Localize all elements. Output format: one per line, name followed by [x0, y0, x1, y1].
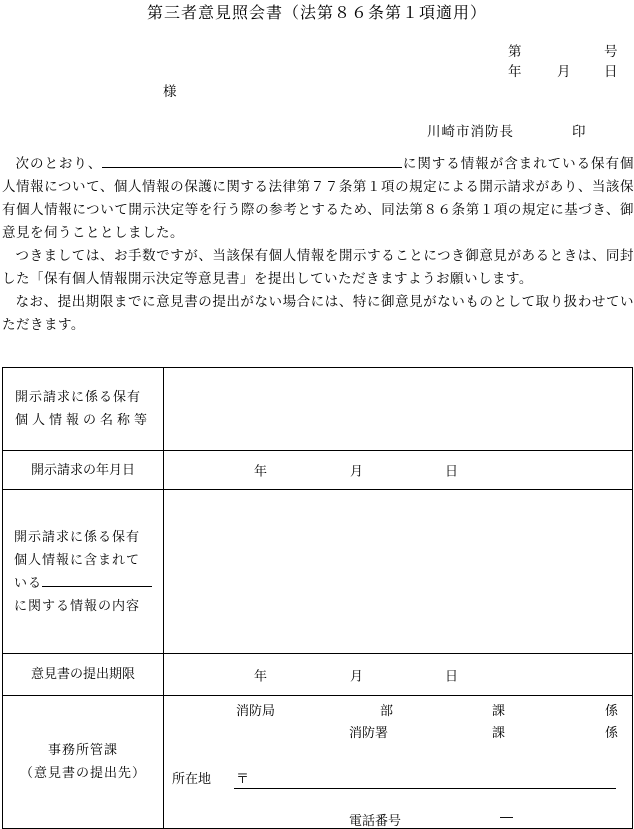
number-suffix: 号 [604, 44, 618, 60]
body-paragraph-3: なお、提出期限までに意見書の提出がない場合には、特に御意見がないものとして取り扱わせていただきます。 [2, 294, 634, 333]
header-month: 月 [557, 64, 571, 80]
unit-label-1: 係 [605, 704, 619, 719]
department-label: 部 [380, 704, 394, 719]
number-prefix: 第 [508, 44, 522, 60]
section-label-1: 課 [492, 704, 506, 719]
label-info-name-line2: 個人情報の名称等 [14, 413, 151, 428]
value-info-name [164, 368, 633, 451]
body-paragraph-1 [2, 153, 634, 245]
label-info-content-line2: 個人情報に含まれて [13, 552, 140, 568]
unit-label-2: 係 [605, 726, 619, 741]
phone-label: 電話番号 [349, 814, 402, 829]
label-office-line1: 事務所管課 [47, 743, 118, 758]
label-info-content-text [14, 526, 152, 618]
request-date-day: 日 [445, 464, 459, 480]
value-info-content [164, 490, 633, 654]
label-office [3, 696, 164, 829]
value-deadline [164, 654, 633, 696]
recipient-suffix: 様 [163, 84, 177, 100]
section-label-2: 課 [492, 726, 506, 741]
address-label: 所在地 [172, 772, 212, 787]
fire-station-label: 消防署 [349, 726, 389, 741]
p1-rest: に関する情報が含まれている保有個人情報について、個人情報の保護に関する法律第７７条第１項の規定による開示請求があり、当該保有個人情報について開示決定等を行う際の参考とするため、同法第８６条第１項の規定に基づき、御意見を伺うこととしました。 [2, 156, 634, 241]
label-info-name-text [15, 386, 151, 432]
row-request-date [3, 451, 633, 490]
label-info-content-line3: いる [14, 576, 152, 591]
address-line [234, 787, 616, 789]
seal-mark: 印 [572, 124, 586, 140]
label-info-content [3, 490, 164, 654]
row-info-content [3, 490, 633, 654]
label-info-content-line4: に関する情報の内容 [13, 598, 140, 614]
label-info-name-line1: 開示請求に係る保有 [14, 390, 141, 405]
label-request-date: 開示請求の年月日 [3, 451, 164, 490]
row-office [3, 696, 633, 829]
deadline-year: 年 [254, 669, 268, 684]
label-info-name [3, 368, 164, 451]
row-info-name [3, 368, 633, 451]
fire-bureau-label: 消防局 [236, 704, 276, 719]
request-date-month: 月 [350, 464, 364, 480]
p1-start: 次のとおり、 [15, 156, 103, 172]
document-title: 第三者意見照会書（法第８６条第１項適用） [146, 3, 487, 22]
label-info-content-line1: 開示請求に係る保有 [13, 529, 140, 545]
deadline-day: 日 [445, 669, 459, 684]
request-date-year: 年 [254, 464, 268, 480]
info-table [2, 367, 633, 829]
value-request-date [164, 451, 633, 490]
value-office [164, 696, 633, 829]
content-blank-line [42, 573, 152, 587]
sender-name: 川崎市消防長 [427, 124, 514, 140]
label-deadline: 意見書の提出期限 [3, 654, 164, 696]
label-office-line2: （意見書の提出先） [19, 766, 146, 781]
subject-blank-line [102, 154, 402, 168]
header-year: 年 [508, 64, 522, 80]
header-day: 日 [604, 64, 618, 80]
deadline-month: 月 [350, 669, 364, 684]
phone-dash: ― [500, 810, 513, 825]
row-deadline [3, 654, 633, 696]
body-paragraph-2: つきましては、お手数ですが、当該保有個人情報を開示することにつき御意見があるときは、同封した「保有個人情報開示決定等意見書」を提出していただきますようお願いします。 [2, 248, 634, 287]
postal-mark: 〒 [236, 772, 250, 787]
label-office-text [20, 739, 146, 785]
body-text [2, 153, 634, 337]
